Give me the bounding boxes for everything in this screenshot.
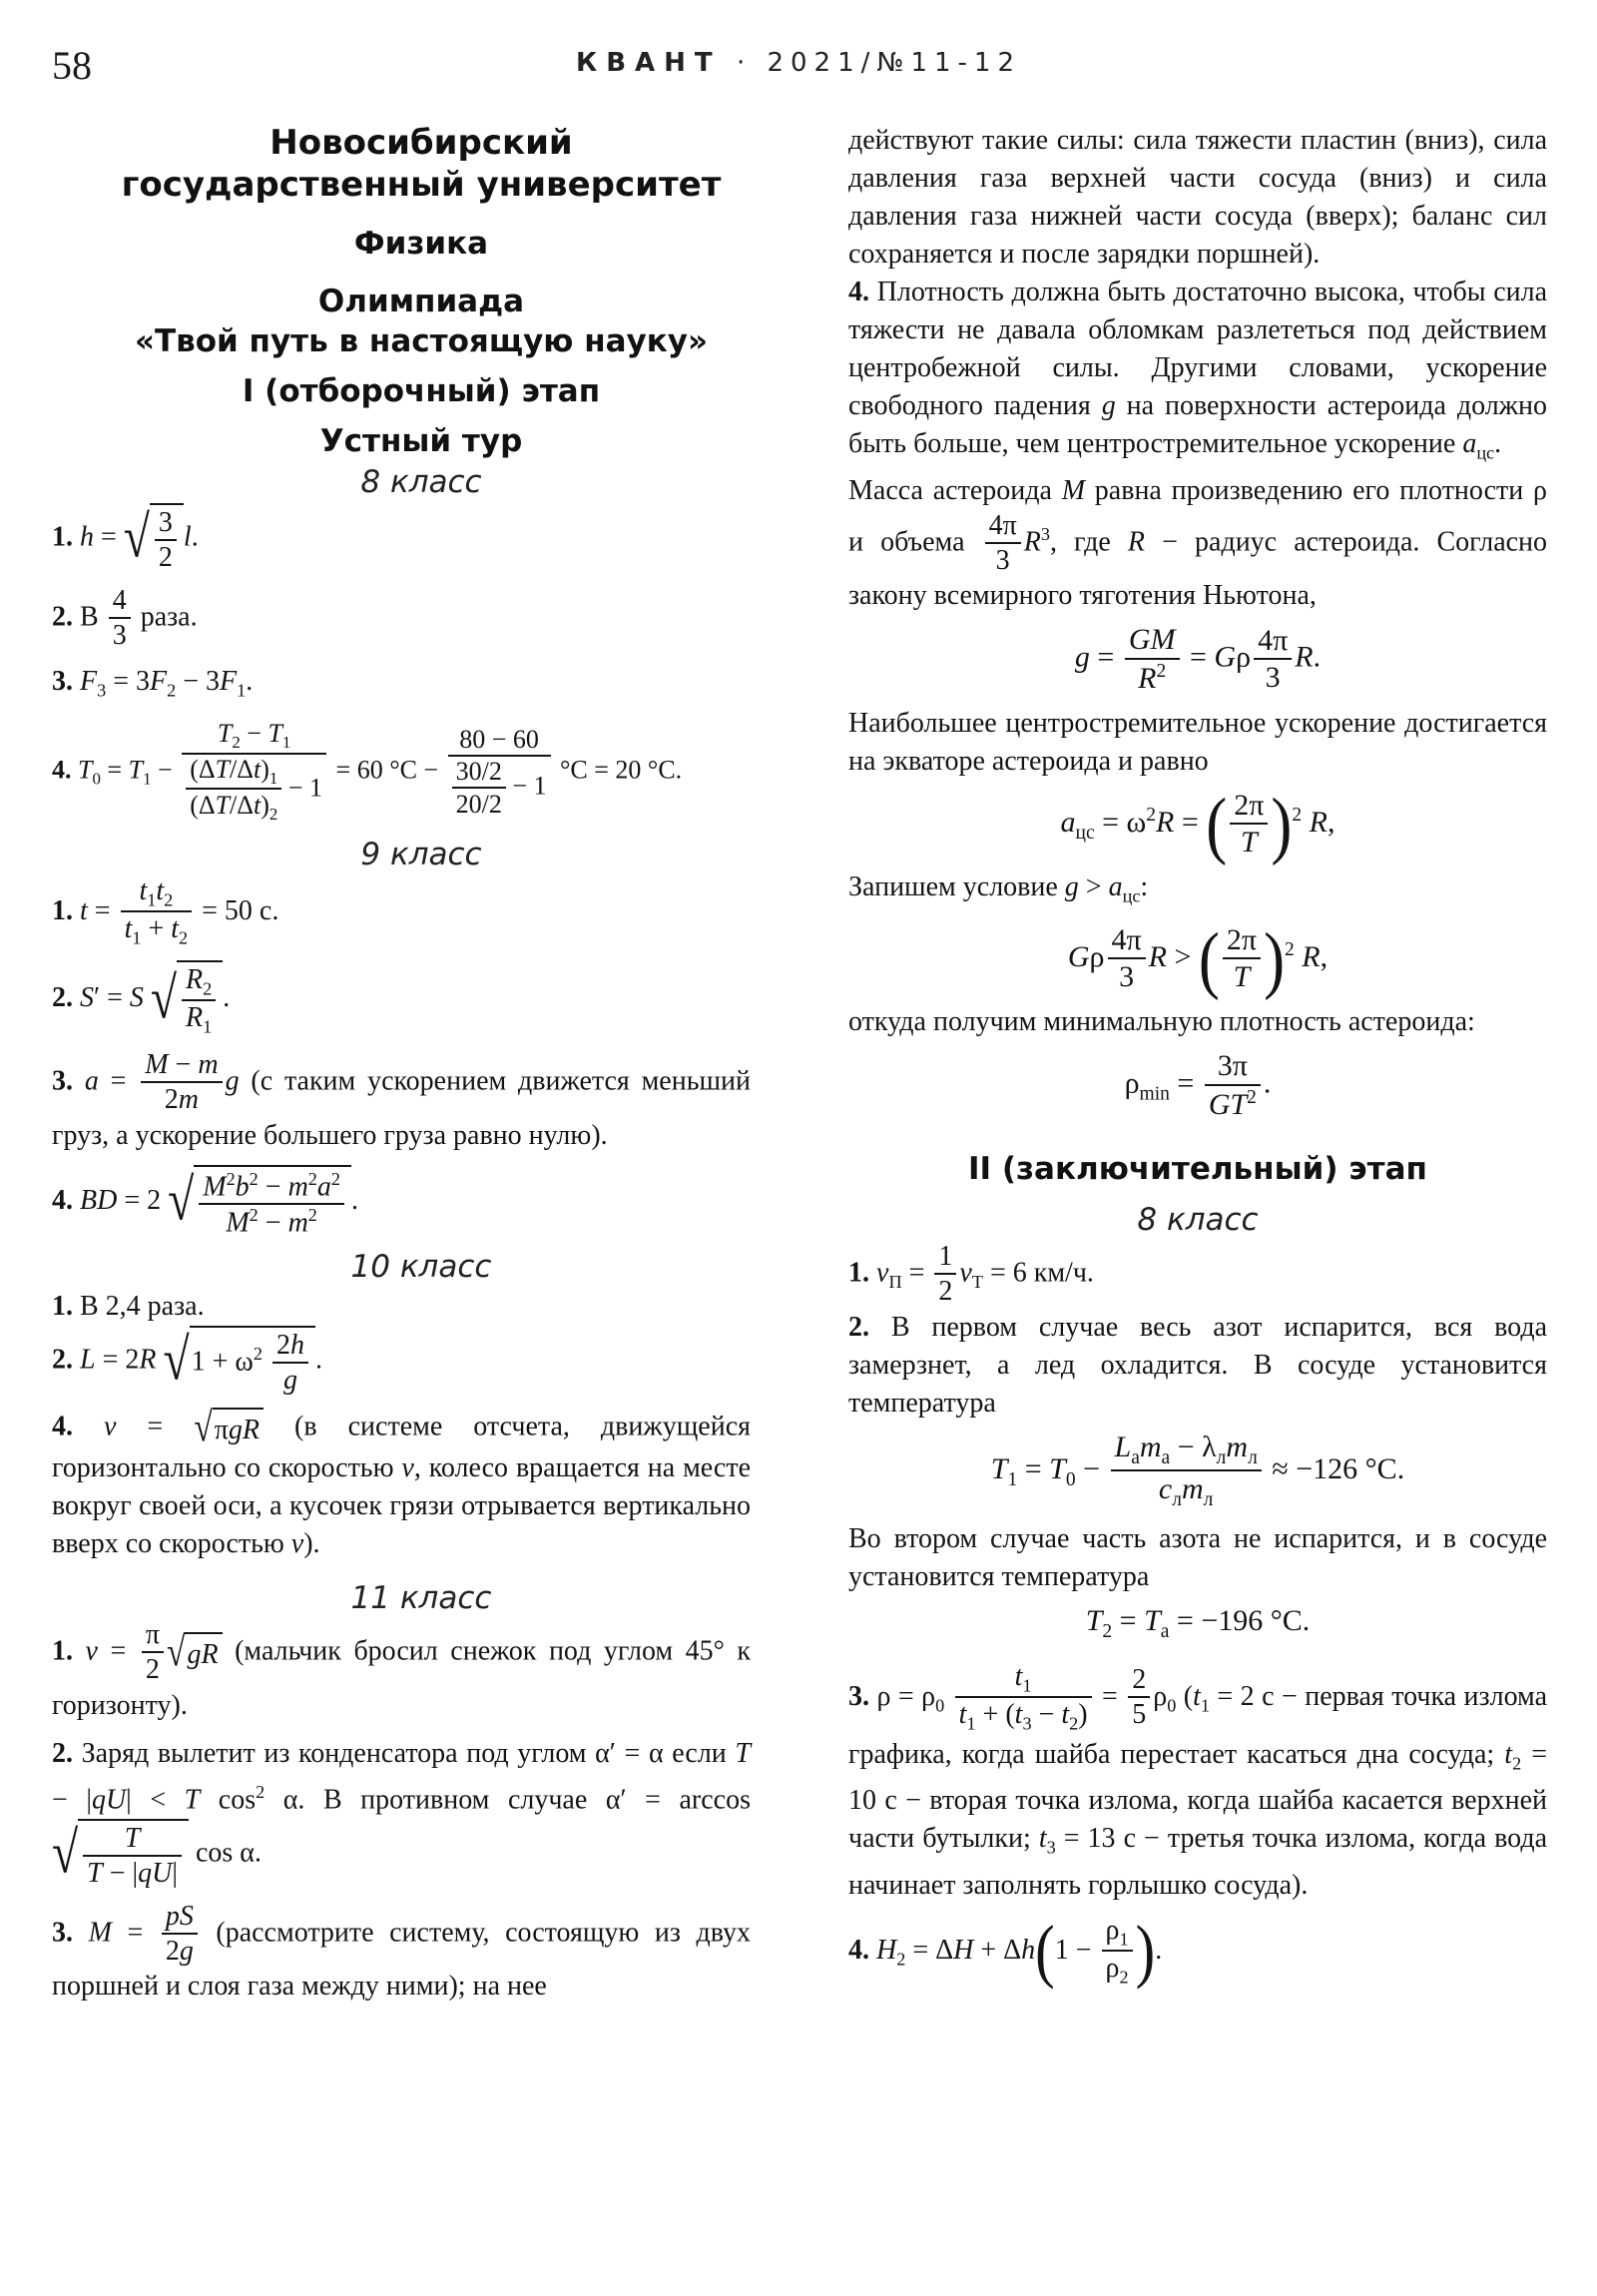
- stage-2-heading: II (заключительный) этап: [968, 1150, 1427, 1187]
- answer-8-1: 1. h = √ $\frac{3}{2}$ l.: [52, 503, 751, 575]
- grade-10-heading: 10 класс: [350, 1249, 492, 1285]
- answer-10-2: 2. L = 2R $√1 + \omega^2$ $\frac{2h}{g}$ .: [52, 1326, 751, 1398]
- formula-min-density: $\rho_{min}$ = $\frac{3\pi}{GT^2}$ .: [1124, 1049, 1272, 1121]
- answer-8-4: 4. $T_0 = T_1$ − $T_2 - T_1$ $\frac{(\Delta T/\Delta t)_1}{(\Delta T/\Delta t)_2}$ − 1 = 60 °C − 80 − 60 $\frac{30/2}{20/2}$ − 1 °C = 20 °C.: [52, 719, 683, 825]
- answer-9-2: 2. S′ = S √ $\frac{R_2}{R_1}$ .: [52, 960, 751, 1039]
- grade-11-heading: 11 класс: [350, 1579, 492, 1616]
- formula-centripetal: $a_{цс} = \omega^2R$ = ( $\frac{2\pi}{T}$ )$^2$ R,: [1060, 782, 1335, 866]
- answer-8-3: 3. $F_3 = 3F_2 - 3F_1$.: [52, 665, 254, 701]
- answer-10-1: 1. В 2,4 раза.: [52, 1291, 205, 1322]
- stage-2-grade-8-heading: 8 класс: [1137, 1201, 1259, 1238]
- page-number: 58: [52, 43, 92, 88]
- stage-2-answer-2: 2. В первом случае весь азот испарится, вся вода замерзнет, а лед охладится. В сосуде установится температура: [848, 1311, 1547, 1419]
- paragraph-continuation: действуют такие силы: сила тяжести пластин (вниз), сила давления газа верхней части сосуда (вниз) и сила давления газа нижней части сосуда (вверх); баланс сил сохраняется и после зарядки поршней).: [848, 125, 1547, 270]
- answer-11-1: 1. v = $\frac{\pi}{2}$ √gR (мальчик бросил снежок под углом 45° к горизонту).: [52, 1618, 752, 1721]
- formula-gravity: g = $\frac{GM}{R^2}$ = Gρ $\frac{4\pi}{3}$ R.: [1074, 623, 1322, 695]
- grade-9-heading: 9 класс: [360, 836, 482, 872]
- formula-t2: $T_2 = T_а = -196$ °C.: [1085, 1603, 1311, 1642]
- paragraph-second-case: Во втором случае часть азота не испарится, и в сосуде установится температура: [848, 1522, 1547, 1592]
- left-column: [52, 122, 751, 2006]
- running-header: [0, 48, 1597, 78]
- university-title: Новосибирский государственный университет: [121, 123, 722, 205]
- grade-8-heading: 8 класс: [360, 464, 482, 500]
- paragraph-min-density: откуда получим минимальную плотность астероида:: [848, 1006, 1475, 1038]
- paragraph-mass: Масса астероида M равна произведению его плотности ρ и объема $\frac{4\pi}{3}$ $R^3$, где R − радиус астероида. Согласно закону всемирного тяготения Ньютона,: [848, 474, 1548, 612]
- header-separator: ·: [736, 48, 753, 78]
- round-heading: Устный тур: [319, 423, 523, 459]
- stage-2-answer-3: 3. $\rho = \rho_0$ $\frac{t_1}{t_1 + (t_3 - t_2)}$ = $\frac{2}{5}$ $\rho_0$ ($t_1 = 2$ с − первая точка излома графика, когда шайба перестает касаться дна сосуда; $t_2 = 10$ с − вторая точка излома, когда шайба касается верхней части бутылки; $t_3 = 13$ с − третья точка излома, когда вода начинает заполнять горлышко сосуда).: [848, 1660, 1548, 1901]
- stage-2-answer-4: 4. $H_2 = \Delta H + \Delta h(1$ − $\frac{\rho_1}{\rho_2}$ ).: [848, 1912, 1163, 1991]
- journal-name: КВАНТ: [575, 48, 722, 78]
- answer-9-1: 1. t = $\frac{t_1t_2}{t_1 + t_2}$ = 50 с.: [52, 874, 279, 948]
- stage-heading: I (отборочный) этап: [242, 373, 601, 409]
- answer-11-4: 4. Плотность должна быть достаточно высока, чтобы сила тяжести не давала обломкам разлететься под действием центробежной силы. Другими словами, ускорение свободного падения g на поверхности астероида должно быть больше, чем центростремительное ускорение $a_{цс}$.: [848, 277, 1548, 463]
- issue-number: 2021/№11-12: [767, 48, 1021, 78]
- answer-9-4: 4. BD = 2 √ $\frac{M^2b^2 - m^2a^2}{M^2 - m^2}$ .: [52, 1165, 751, 1240]
- answer-10-4: 4. v = √πgR (в системе отсчета, движущейся горизонтально со скоростью v, колесо вращается на месте вокруг своей оси, а кусочек грязи отрывается вертикально вверх со скоростью v).: [52, 1405, 752, 1559]
- answer-9-3: 3. a = $\frac{M - m}{2m}$ g (с таким ускорением движется меньший груз, а ускорение большего груза равно нулю).: [52, 1048, 752, 1151]
- formula-inequality: Gρ $\frac{4\pi}{3}$ R > ( $\frac{2\pi}{T}$ )$^2$ R,: [1067, 916, 1329, 1001]
- paragraph-centripetal: Наибольшее центростремительное ускорение достигается на экваторе астероида и равно: [848, 707, 1547, 777]
- right-column: [848, 122, 1547, 1990]
- paragraph-condition: Запишем условие $g > a_{цс}$:: [848, 871, 1149, 906]
- stage-2-answer-1: 1. $v_П$ = $\frac{1}{2}$ $v_Т = 6$ км/ч.: [848, 1240, 1094, 1308]
- subject-heading: Физика: [353, 226, 489, 262]
- answer-11-3: 3. M = $\frac{pS}{2g}$ (рассмотрите систему, состоящую из двух поршней и слоя газа между ними); на нее: [52, 1900, 752, 2003]
- answer-8-2: 2. В $\frac{4}{3}$ раза.: [52, 584, 198, 651]
- answer-11-2: 2. Заряд вылетит из конденсатора под углом α′ = α если T − |qU| < T $\cos^2 \alpha$. В противном случае α′ = arccos √ $\frac{T}{T - |qU|}$ cos α.: [52, 1737, 752, 1890]
- formula-t1: $T_1 = T_0$ − $\frac{L_аm_а - \lambda_лm_л}{c_лm_л}$ ≈ −126 °C.: [990, 1430, 1405, 1511]
- olympiad-heading: Олимпиада «Твой путь в настоящую науку»: [134, 284, 709, 359]
